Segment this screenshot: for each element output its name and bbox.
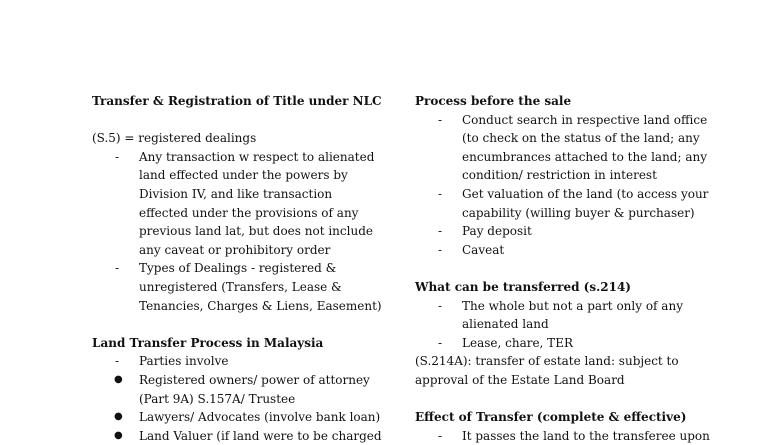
list-item-line: previous land lat, but does not include: [139, 224, 373, 239]
estate-land-note-line: (S.214A): transfer of estate land: subject to: [415, 354, 679, 369]
list-item-line: Caveat: [462, 242, 505, 257]
dash-marker: -: [438, 242, 443, 257]
list-item-line: The whole but not a part only of any: [462, 298, 683, 313]
list-item: [92, 259, 392, 315]
list-item-line: Any transaction w respect to alienated: [139, 149, 375, 164]
right-column: [415, 92, 735, 445]
list-item-line: condition/ restriction in interest: [462, 168, 657, 183]
list-item-line: Pay deposit: [462, 224, 532, 239]
list-item-line: capability (willing buyer & purchaser): [462, 205, 695, 220]
spacer: [92, 315, 392, 334]
bullet-marker: ●: [114, 429, 123, 441]
list-item-line: Tenancies, Charges & Liens, Easement): [139, 298, 382, 313]
dash-marker: -: [115, 261, 120, 276]
list-item-line: land effected under the powers by: [139, 168, 348, 183]
list-item-line: Get valuation of the land (to access your: [462, 186, 709, 201]
spacer: [415, 259, 735, 278]
dash-marker: -: [438, 112, 443, 127]
list-item-line: Parties involve: [139, 354, 229, 369]
list-item-line: alienated land: [462, 317, 549, 332]
list-item-line: effected under the provisions of any: [139, 205, 359, 220]
list-item: [415, 427, 735, 445]
list-item-line: encumbrances attached to the land; any: [462, 149, 708, 164]
list-item: [92, 352, 392, 371]
list-item-line: (to check on the status of the land; any: [462, 131, 700, 146]
list-item-line: Lease, chare, TER: [462, 335, 573, 350]
heading-what-can-be-transferred: What can be transferred (s.214): [415, 279, 631, 294]
dash-marker: -: [438, 224, 443, 239]
spacer: [415, 390, 735, 409]
list-item-line: Land Valuer (if land were to be charged: [139, 428, 382, 443]
list-item-line: unregistered (Transfers, Lease &: [139, 279, 342, 294]
spacer: [92, 111, 392, 130]
registered-dealings-intro: (S.5) = registered dealings: [92, 131, 257, 146]
heading-effect-of-transfer: Effect of Transfer (complete & effective): [415, 410, 687, 425]
list-item-line: Registered owners/ power of attorney: [139, 372, 370, 387]
dash-marker: -: [115, 149, 120, 164]
list-item-line: Division IV, and like transaction: [139, 186, 333, 201]
list-item-line: Conduct search in respective land office: [462, 112, 708, 127]
heading-transfer-registration: Transfer & Registration of Title under NLC: [92, 94, 382, 108]
list-item-line: (Part 9A) S.157A/ Trustee: [139, 391, 296, 406]
list-item-line: Types of Dealings - registered &: [139, 261, 337, 276]
list-item: [415, 185, 735, 222]
estate-land-note-line: approval of the Estate Land Board: [415, 372, 625, 387]
list-item: [415, 222, 735, 241]
list-item: [92, 371, 392, 408]
list-item: [92, 148, 392, 260]
list-item: [415, 334, 735, 353]
left-column: [92, 92, 392, 445]
dash-marker: -: [438, 335, 443, 350]
bullet-marker: ●: [114, 373, 123, 385]
list-item: [415, 111, 735, 185]
dash-marker: -: [438, 428, 443, 443]
heading-process-before-sale: Process before the sale: [415, 94, 572, 108]
dash-marker: -: [115, 354, 120, 369]
list-item: [92, 427, 392, 445]
list-item: [415, 297, 735, 334]
list-item-line: Lawyers/ Advocates (involve bank loan): [139, 410, 381, 425]
list-item: [92, 408, 392, 427]
heading-land-transfer-process: Land Transfer Process in Malaysia: [92, 335, 324, 350]
dash-marker: -: [438, 298, 443, 313]
list-item: [415, 241, 735, 260]
list-item-line: It passes the land to the transferee upon: [462, 428, 710, 443]
dash-marker: -: [438, 186, 443, 201]
list-item-line: any caveat or prohibitory order: [139, 242, 331, 257]
bullet-marker: ●: [114, 411, 123, 423]
